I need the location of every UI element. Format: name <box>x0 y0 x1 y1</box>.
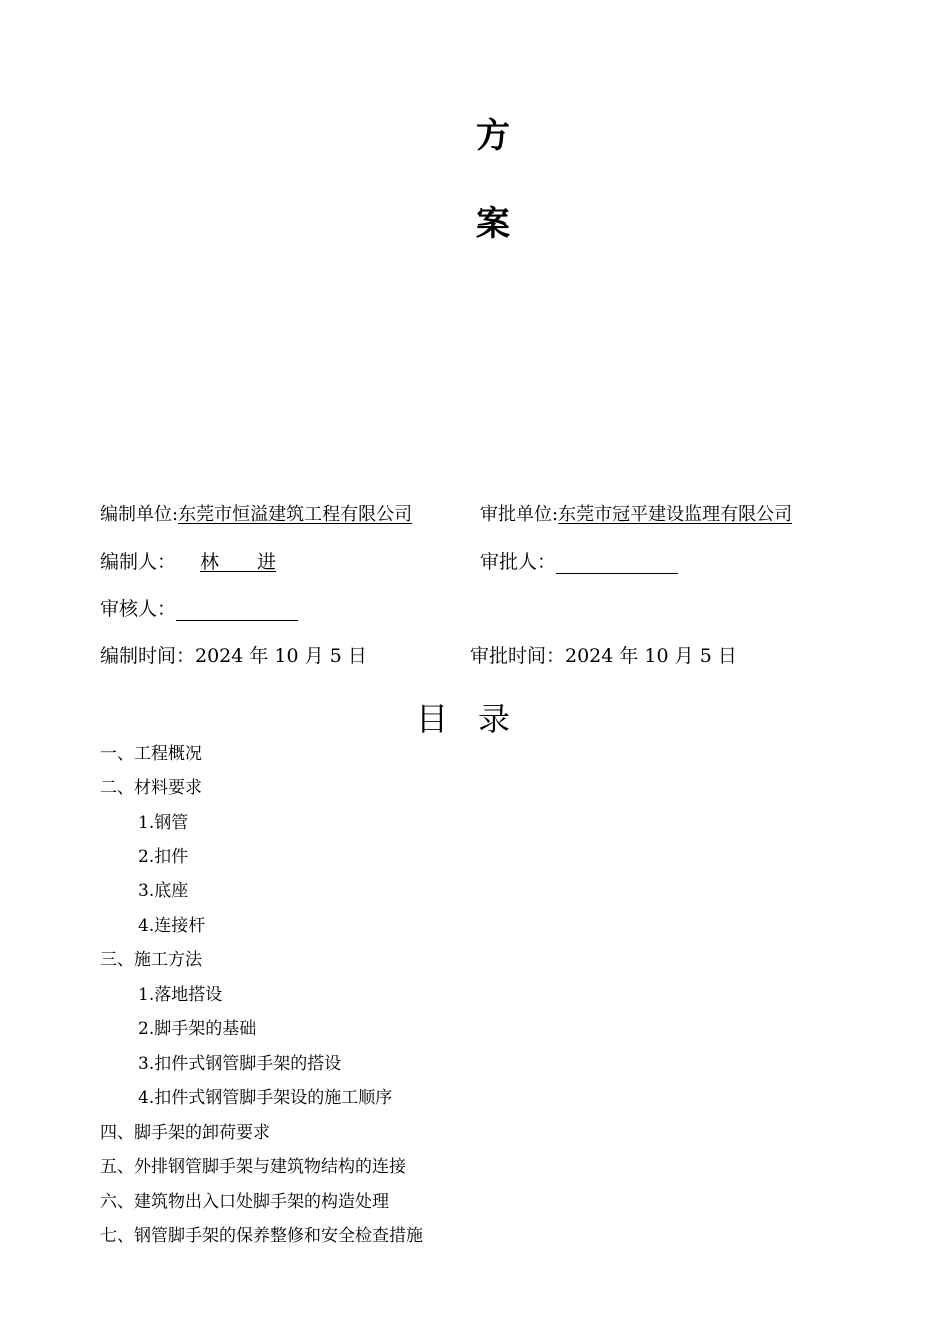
approver-label: 审批人： <box>480 551 557 573</box>
compile-time: 编制时间：2024 年 10 月 5 日 <box>100 645 367 667</box>
compiler-label: 编制人： <box>100 551 177 573</box>
toc-item: 1.落地搭设 <box>138 985 223 1005</box>
approve-unit-label: 审批单位: <box>480 504 559 525</box>
approve-unit <box>480 500 792 526</box>
compiler-value: 林 进 <box>200 551 277 573</box>
compile-unit-value: 东莞市恒溢建筑工程有限公司 <box>178 504 413 525</box>
toc-item: 4.扣件式钢管脚手架设的施工顺序 <box>138 1088 393 1108</box>
reviewer-label: 审核人： <box>100 598 177 620</box>
cover-title-char-2: 案 <box>476 204 510 244</box>
reviewer-blank <box>176 600 298 621</box>
toc-item: 二、材料要求 <box>100 778 202 798</box>
compiler <box>100 547 294 574</box>
compile-unit-label: 编制单位: <box>100 504 179 525</box>
toc-item: 五、外排钢管脚手架与建筑物结构的连接 <box>100 1157 406 1177</box>
approver <box>480 547 678 574</box>
approve-time: 审批时间：2024 年 10 月 5 日 <box>470 645 737 667</box>
approve-unit-value: 东莞市冠平建设监理有限公司 <box>558 504 793 525</box>
toc-item: 六、建筑物出入口处脚手架的构造处理 <box>100 1192 389 1212</box>
toc-item: 一、工程概况 <box>100 744 202 764</box>
toc-item: 2.脚手架的基础 <box>138 1019 257 1039</box>
toc-item: 四、脚手架的卸荷要求 <box>100 1123 270 1143</box>
cover-title-char-1: 方 <box>476 116 510 156</box>
toc-item: 2.扣件 <box>138 847 189 867</box>
reviewer <box>100 594 298 621</box>
toc-item: 1.钢管 <box>138 813 189 833</box>
toc-item: 3.底座 <box>138 881 189 901</box>
toc-item: 七、钢管脚手架的保养整修和安全检查措施 <box>100 1226 423 1246</box>
toc-item: 三、施工方法 <box>100 950 202 970</box>
toc-item: 3.扣件式钢管脚手架的搭设 <box>138 1054 342 1074</box>
compile-unit <box>100 500 412 526</box>
approver-blank <box>556 553 678 574</box>
toc-item: 4.连接杆 <box>138 916 206 936</box>
toc-title: 目录 <box>416 700 541 738</box>
